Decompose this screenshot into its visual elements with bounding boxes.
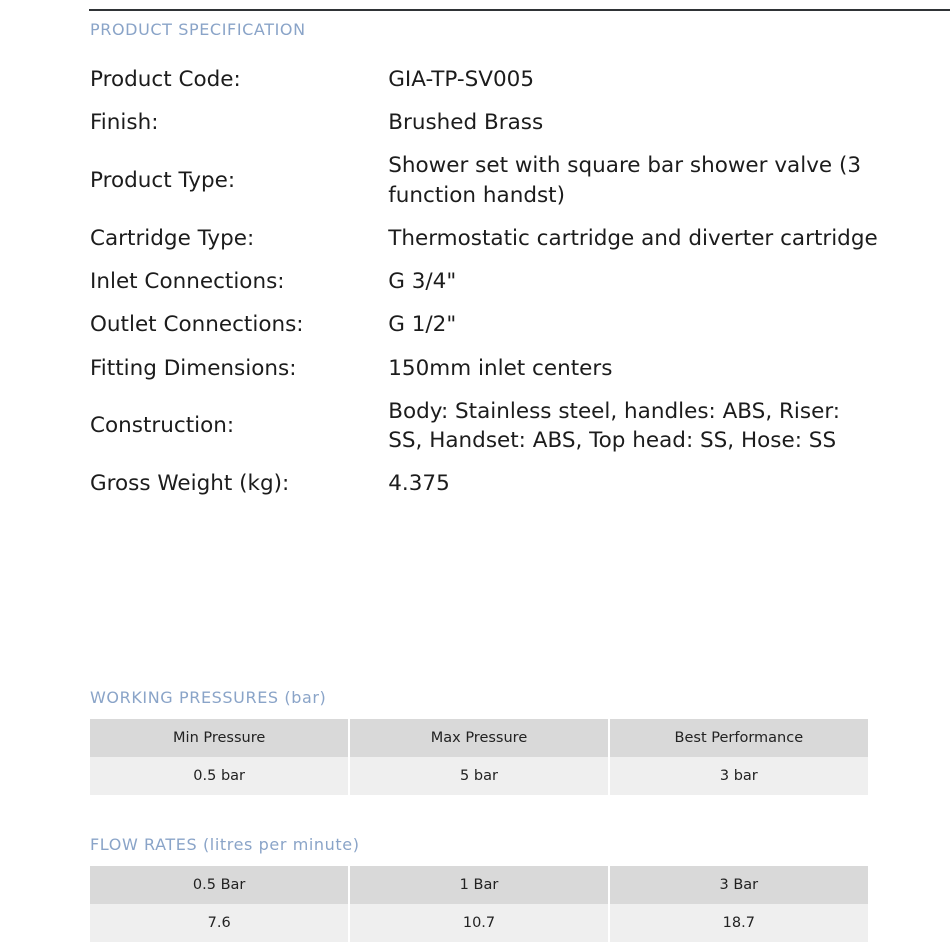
table-row: [90, 260, 880, 303]
table-row: [90, 101, 880, 144]
spec-label: Finish:: [90, 110, 159, 136]
cell-max-pressure: 5 bar: [349, 757, 608, 795]
product-specification-table: [90, 58, 880, 506]
cell-flow-one-bar: 10.7: [349, 904, 608, 942]
working-pressures-heading: WORKING PRESSURES (bar): [90, 688, 327, 707]
spec-label: Fitting Dimensions:: [90, 355, 297, 381]
spec-value: G 3/4": [388, 269, 457, 295]
column-header-max-pressure: Max Pressure: [349, 719, 608, 757]
top-divider: [89, 9, 950, 11]
spec-value: G 1/2": [388, 312, 457, 338]
spec-value: Body: Stainless steel, handles: ABS, Riser: SS, Handset: ABS, Top head: SS, Hose: SS: [388, 398, 841, 454]
table-row: [90, 217, 880, 260]
column-header-three-bar: 3 Bar: [609, 866, 868, 904]
table-header-row: [90, 719, 868, 757]
spec-value: Shower set with square bar shower valve (3 function handst): [388, 153, 862, 208]
spec-value: Thermostatic cartridge and diverter cartridge: [388, 225, 878, 251]
cell-flow-half-bar: 7.6: [90, 904, 349, 942]
column-header-best-performance: Best Performance: [609, 719, 868, 757]
column-header-min-pressure: Min Pressure: [90, 719, 349, 757]
column-header-half-bar: 0.5 Bar: [90, 866, 349, 904]
table-row: [90, 303, 880, 346]
flow-rates-table: [90, 866, 868, 942]
flow-rates-heading: FLOW RATES (litres per minute): [90, 835, 360, 854]
column-header-one-bar: 1 Bar: [349, 866, 608, 904]
table-header-row: [90, 866, 868, 904]
spec-label: Outlet Connections:: [90, 312, 304, 338]
spec-label: Inlet Connections:: [90, 269, 285, 295]
spec-label: Construction:: [90, 413, 235, 439]
working-pressures-table: [90, 719, 868, 795]
table-row: [90, 904, 868, 942]
spec-label: Product Code:: [90, 67, 241, 92]
table-row: [90, 462, 880, 505]
spec-value: GIA-TP-SV005: [388, 67, 535, 92]
table-row: [90, 390, 880, 462]
spec-value: Brushed Brass: [388, 110, 544, 136]
table-row: [90, 58, 880, 101]
cell-flow-three-bar: 18.7: [609, 904, 868, 942]
cell-min-pressure: 0.5 bar: [90, 757, 349, 795]
spec-value: 150mm inlet centers: [388, 355, 613, 381]
cell-best-performance: 3 bar: [609, 757, 868, 795]
table-row: [90, 144, 880, 216]
table-row: [90, 757, 868, 795]
table-row: [90, 347, 880, 390]
product-specification-heading: PRODUCT SPECIFICATION: [90, 20, 306, 39]
spec-label: Cartridge Type:: [90, 225, 255, 251]
spec-label: Gross Weight (kg):: [90, 471, 290, 497]
spec-label: Product Type:: [90, 168, 236, 194]
spec-value: 4.375: [388, 471, 450, 497]
